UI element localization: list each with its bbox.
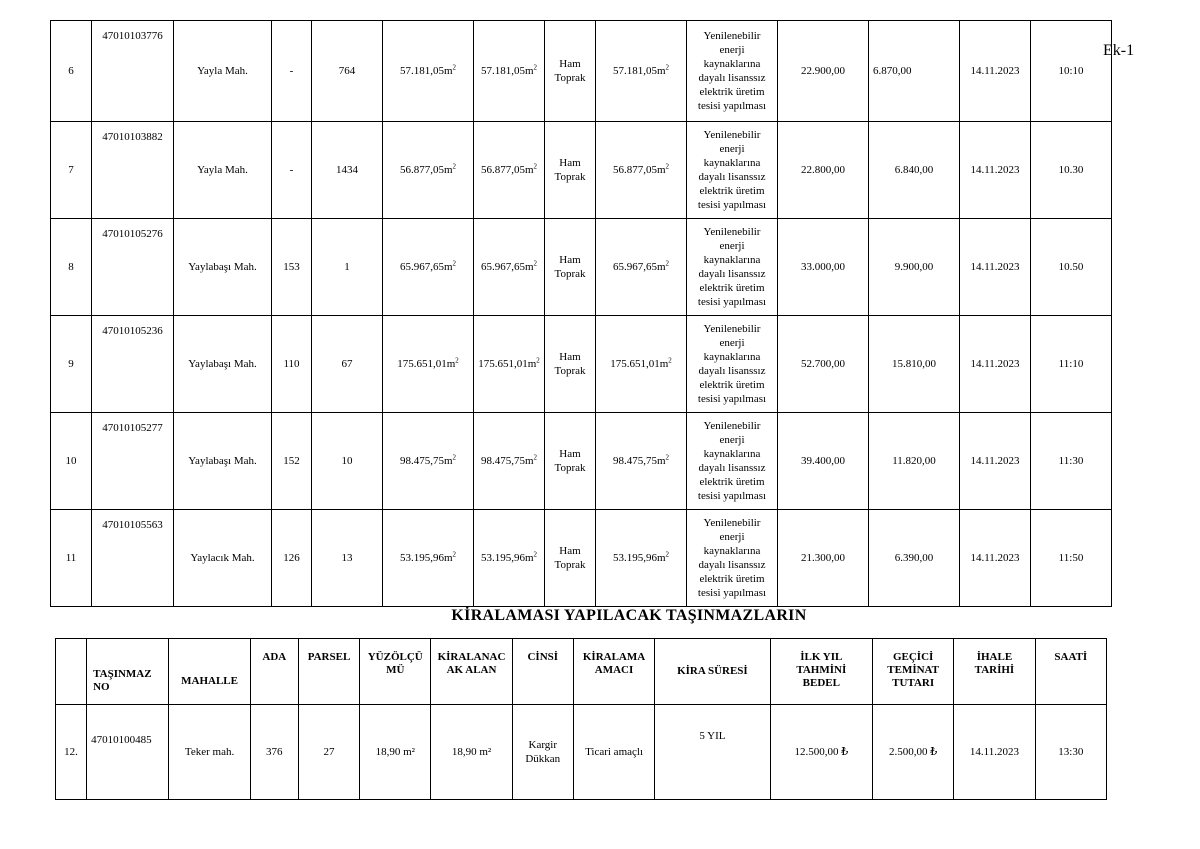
- cell-no: 47010105276: [92, 219, 174, 316]
- header-parsel: PARSEL: [298, 639, 359, 705]
- cell-saat: 11:10: [1031, 316, 1112, 413]
- cell-kiralanacak: $57.181,05m^2$: [474, 21, 545, 122]
- cell-ada: -: [272, 122, 312, 219]
- cell-parsel: 67: [312, 316, 383, 413]
- cell-amac: Ticari amaçlı: [573, 705, 654, 800]
- cell-parsel: 1: [312, 219, 383, 316]
- table-row: [51, 413, 1112, 510]
- cell-mahalle: Yaylabaşı Mah.: [174, 219, 272, 316]
- cell-saat: 11:50: [1031, 510, 1112, 607]
- table-row: [56, 705, 1107, 800]
- page-edge: [1080, 0, 1200, 19]
- table-row: [51, 316, 1112, 413]
- annex-label: Ek-1: [1103, 42, 1135, 59]
- cell-bedel: 22.900,00: [778, 21, 869, 122]
- cell-amac: Yenilenebilir enerji kaynaklarına dayalı lisanssız elektrik üretim tesisi yapılması: [687, 219, 778, 316]
- cell-kiralanacak: $53.195,96m^2$: [474, 510, 545, 607]
- cell-tarih: 14.11.2023: [960, 316, 1031, 413]
- table-row: [51, 219, 1112, 316]
- cell-amac: Yenilenebilir enerji kaynaklarına dayalı lisanssız elektrik üretim tesisi yapılması: [687, 510, 778, 607]
- cell-yuzolcum: $53.195,96m^2$: [383, 510, 474, 607]
- cell-teminat: 2.500,00 ₺: [873, 705, 954, 800]
- cell-saat: 10.50: [1031, 219, 1112, 316]
- header-tarih: İHALE TARİHİ: [954, 639, 1035, 705]
- cell-saat: 10.30: [1031, 122, 1112, 219]
- cell-parsel: 764: [312, 21, 383, 122]
- cell-no: 47010105277: [92, 413, 174, 510]
- cell-sira: 7: [51, 122, 92, 219]
- cell-alan: $53.195,96m^2$: [596, 510, 687, 607]
- cell-tarih: 14.11.2023: [960, 219, 1031, 316]
- cell-yuzolcum: $98.475,75m^2$: [383, 413, 474, 510]
- cell-bedel: 21.300,00: [778, 510, 869, 607]
- cell-mahalle: Teker mah.: [169, 705, 250, 800]
- cell-amac: Yenilenebilir enerji kaynaklarına dayalı lisanssız elektrik üretim tesisi yapılması: [687, 316, 778, 413]
- header-ada: ADA: [250, 639, 298, 705]
- cell-no: 47010103776: [92, 21, 174, 122]
- header-teminat: GEÇİCİ TEMİNAT TUTARI: [873, 639, 954, 705]
- cell-cins: Ham Toprak: [545, 316, 596, 413]
- cell-no: 47010105236: [92, 316, 174, 413]
- cell-parsel: 10: [312, 413, 383, 510]
- cell-tarih: 14.11.2023: [960, 413, 1031, 510]
- cell-cins: Ham Toprak: [545, 219, 596, 316]
- section-title: KİRALAMASI YAPILACAK TAŞINMAZLARIN: [451, 607, 807, 624]
- cell-kiralanacak: $175.651,01m^2$: [474, 316, 545, 413]
- header-sira: [56, 639, 87, 705]
- header-mahalle: MAHALLE: [169, 639, 250, 705]
- cell-yuzolcum: $56.877,05m^2$: [383, 122, 474, 219]
- cell-tarih: 14.11.2023: [960, 510, 1031, 607]
- cell-cins: Ham Toprak: [545, 122, 596, 219]
- cell-alan: $57.181,05m^2$: [596, 21, 687, 122]
- cell-sira: 9: [51, 316, 92, 413]
- cell-teminat: 6.840,00: [869, 122, 960, 219]
- cell-mahalle: Yaylabaşı Mah.: [174, 316, 272, 413]
- header-bedel: İLK YIL TAHMİNİ BEDEL: [770, 639, 872, 705]
- header-amac: KİRALAMA AMACI: [573, 639, 654, 705]
- cell-cins: Kargir Dükkan: [512, 705, 573, 800]
- parcel-table-continued: [50, 20, 1112, 607]
- cell-cins: Ham Toprak: [545, 21, 596, 122]
- cell-amac: Yenilenebilir enerji kaynaklarına dayalı lisanssız elektrik üretim tesisi yapılması: [687, 122, 778, 219]
- cell-sira: 10: [51, 413, 92, 510]
- cell-parsel: 27: [298, 705, 359, 800]
- cell-kiralanacak: $98.475,75m^2$: [474, 413, 545, 510]
- cell-amac: Yenilenebilir enerji kaynaklarına dayalı lisanssız elektrik üretim tesisi yapılması: [687, 21, 778, 122]
- cell-tarih: 14.11.2023: [954, 705, 1035, 800]
- cell-parsel: 1434: [312, 122, 383, 219]
- cell-alan: $98.475,75m^2$: [596, 413, 687, 510]
- cell-ada: -: [272, 21, 312, 122]
- table-row: [51, 122, 1112, 219]
- header-yuzolcum: YÜZÖLÇÜ MÜ: [360, 639, 431, 705]
- cell-saat: 10:10: [1031, 21, 1112, 122]
- cell-kiralanacak: 18,90 m²: [431, 705, 512, 800]
- cell-bedel: 12.500,00 ₺: [770, 705, 872, 800]
- cell-bedel: 22.800,00: [778, 122, 869, 219]
- header-sure: KİRA SÜRESİ: [655, 639, 770, 705]
- cell-cins: Ham Toprak: [545, 510, 596, 607]
- header-row: [56, 639, 1107, 705]
- cell-yuzolcum: $57.181,05m^2$: [383, 21, 474, 122]
- cell-ada: 152: [272, 413, 312, 510]
- cell-parsel: 13: [312, 510, 383, 607]
- cell-teminat: 6.870,00: [869, 21, 960, 122]
- header-kiralanacak: KİRALANAC AK ALAN: [431, 639, 512, 705]
- cell-ada: 126: [272, 510, 312, 607]
- rental-table: [55, 638, 1107, 800]
- cell-sira: 8: [51, 219, 92, 316]
- cell-kiralanacak: $56.877,05m^2$: [474, 122, 545, 219]
- cell-mahalle: Yaylacık Mah.: [174, 510, 272, 607]
- cell-no: 47010103882: [92, 122, 174, 219]
- cell-tarih: 14.11.2023: [960, 122, 1031, 219]
- cell-no: 47010100485: [87, 705, 169, 800]
- header-no: TAŞINMAZ NO: [87, 639, 169, 705]
- cell-ada: 376: [250, 705, 298, 800]
- cell-kiralanacak: $65.967,65m^2$: [474, 219, 545, 316]
- cell-saat: 11:30: [1031, 413, 1112, 510]
- cell-alan: $56.877,05m^2$: [596, 122, 687, 219]
- cell-teminat: 15.810,00: [869, 316, 960, 413]
- cell-ada: 110: [272, 316, 312, 413]
- cell-saat: 13:30: [1035, 705, 1106, 800]
- table-row: [51, 21, 1112, 122]
- cell-mahalle: Yayla Mah.: [174, 122, 272, 219]
- table-row: [51, 510, 1112, 607]
- cell-alan: $65.967,65m^2$: [596, 219, 687, 316]
- cell-cins: Ham Toprak: [545, 413, 596, 510]
- cell-bedel: 33.000,00: [778, 219, 869, 316]
- cell-amac: Yenilenebilir enerji kaynaklarına dayalı lisanssız elektrik üretim tesisi yapılması: [687, 413, 778, 510]
- header-saat: SAATİ: [1035, 639, 1106, 705]
- cell-teminat: 9.900,00: [869, 219, 960, 316]
- cell-sira: 12.: [56, 705, 87, 800]
- cell-yuzolcum: 18,90 m²: [360, 705, 431, 800]
- cell-teminat: 6.390,00: [869, 510, 960, 607]
- cell-mahalle: Yayla Mah.: [174, 21, 272, 122]
- cell-sure: 5 YIL: [655, 705, 770, 800]
- cell-yuzolcum: $65.967,65m^2$: [383, 219, 474, 316]
- cell-yuzolcum: $175.651,01m^2$: [383, 316, 474, 413]
- cell-mahalle: Yaylabaşı Mah.: [174, 413, 272, 510]
- cell-teminat: 11.820,00: [869, 413, 960, 510]
- cell-bedel: 52.700,00: [778, 316, 869, 413]
- cell-no: 47010105563: [92, 510, 174, 607]
- header-cins: CİNSİ: [512, 639, 573, 705]
- cell-ada: 153: [272, 219, 312, 316]
- cell-alan: $175.651,01m^2$: [596, 316, 687, 413]
- cell-sira: 11: [51, 510, 92, 607]
- cell-bedel: 39.400,00: [778, 413, 869, 510]
- cell-tarih: 14.11.2023: [960, 21, 1031, 122]
- cell-sira: 6: [51, 21, 92, 122]
